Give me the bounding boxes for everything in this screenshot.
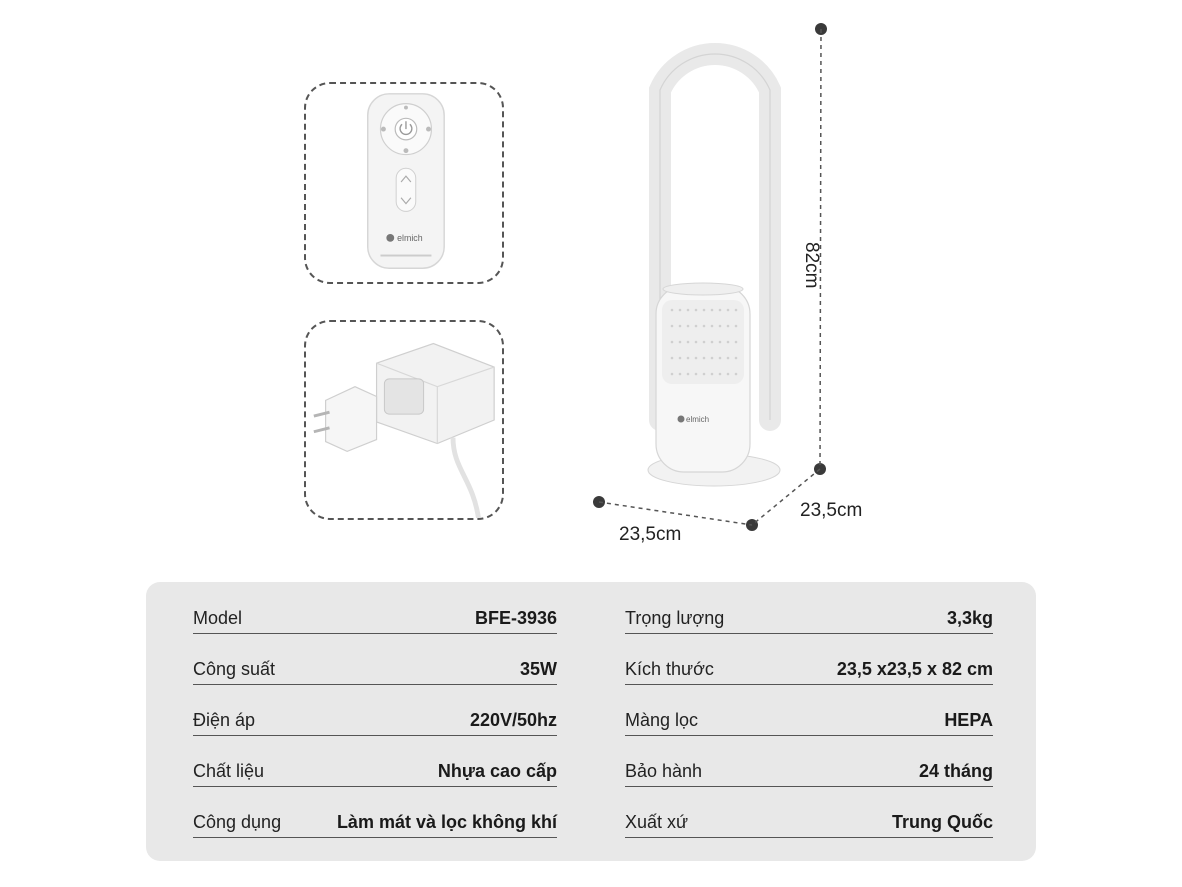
power-adapter-illustration	[306, 322, 502, 518]
spec-label: Xuất xứ	[625, 812, 689, 832]
remote-brand-logo: elmich	[397, 232, 423, 243]
spec-row	[625, 787, 993, 838]
spec-label: Công suất	[193, 659, 276, 679]
spec-label: Chất liệu	[193, 761, 265, 781]
spec-row	[625, 736, 993, 787]
spec-label: Công dụng	[193, 812, 282, 832]
remote-image-box	[304, 82, 504, 284]
remote-control-illustration	[306, 84, 502, 282]
bladeless-fan-illustration	[580, 10, 900, 570]
spec-value: Làm mát và lọc không khí	[336, 812, 557, 832]
spec-value: 220V/50hz	[469, 710, 557, 730]
spec-row	[193, 600, 557, 634]
spec-label: Bảo hành	[625, 761, 703, 781]
spec-value: Trung Quốc	[892, 812, 993, 832]
spec-row	[193, 685, 557, 736]
spec-label: Trọng lượng	[625, 608, 725, 628]
dimension-depth-label: 23,5cm	[800, 500, 863, 521]
spec-column-left	[193, 600, 557, 838]
spec-row	[625, 634, 993, 685]
spec-row	[193, 787, 557, 838]
spec-row	[625, 685, 993, 736]
adapter-image-box	[304, 320, 504, 520]
product-brand-logo: elmich	[686, 415, 710, 424]
dimension-height-label: 82cm	[801, 242, 822, 289]
spec-label: Màng lọc	[625, 710, 699, 730]
spec-value: 35W	[519, 659, 557, 679]
spec-value: 24 tháng	[918, 761, 993, 781]
spec-row	[193, 736, 557, 787]
spec-value: HEPA	[944, 710, 993, 730]
spec-value: 3,3kg	[946, 608, 993, 628]
product-figure	[580, 10, 900, 570]
spec-row	[193, 634, 557, 685]
spec-row	[625, 600, 993, 634]
spec-value: 23,5 x23,5 x 82 cm	[836, 659, 993, 679]
spec-label: Điện áp	[193, 710, 256, 730]
spec-label: Model	[193, 608, 243, 628]
spec-panel	[146, 582, 1036, 861]
spec-value: Nhựa cao cấp	[437, 761, 557, 781]
dimension-width-label: 23,5cm	[619, 524, 682, 545]
spec-label: Kích thước	[625, 659, 714, 679]
spec-column-right	[625, 600, 993, 838]
spec-value: BFE-3936	[474, 608, 557, 628]
